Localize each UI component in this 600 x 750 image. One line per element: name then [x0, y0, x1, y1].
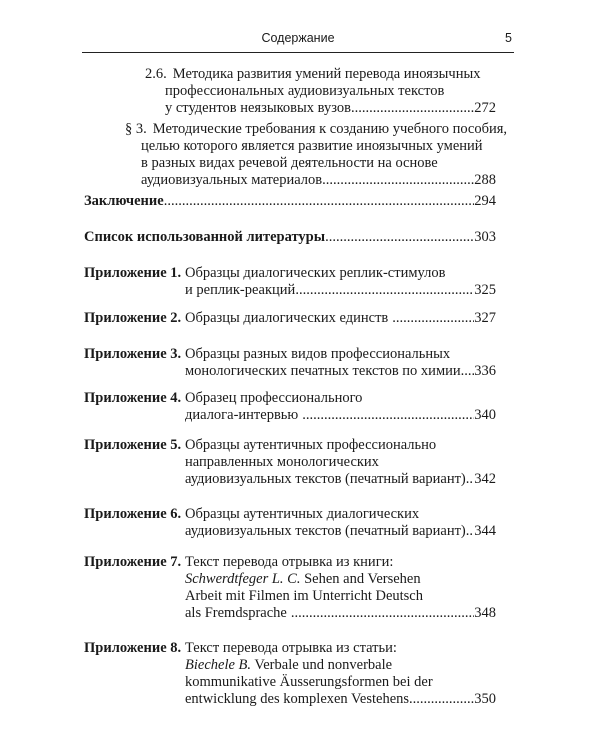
entry-text: Текст перевода отрывка из статьи:: [185, 640, 397, 656]
entry-text: Образцы диалогических реплик-стимулов: [185, 265, 446, 281]
running-header: [82, 28, 514, 53]
entry-text: аудиовизуальных текстов (печатный вариант): [185, 471, 466, 487]
leader-dots: [466, 523, 474, 540]
page-number: 327: [474, 310, 496, 326]
leader-dots: [325, 229, 474, 246]
section-number: § 3.: [125, 121, 147, 137]
page-number: 303: [474, 229, 496, 245]
header-title: Содержание: [261, 31, 335, 45]
entry-text: entwicklung des komplexen Vestehens: [185, 691, 410, 707]
page-number: 344: [474, 523, 496, 539]
entry-label: Список использованной литературы: [84, 229, 326, 245]
author-name: Biechele B.: [185, 657, 252, 673]
entry-text: Методические требования к созданию учебного пособия,: [152, 121, 508, 137]
author-name: Schwerdtfeger L. C.: [185, 571, 301, 587]
entry-text: Sehen and Versehen: [300, 571, 421, 587]
entry-text: Образцы аутентичных диалогических: [185, 506, 420, 522]
appendix-1-label: Приложение 1.: [84, 265, 182, 281]
appendix-4-label: Приложение 4.: [84, 390, 182, 406]
toc-entry-appendix-5[interactable]: [185, 437, 496, 488]
page-number: 288: [474, 172, 496, 188]
leader-dots: [164, 193, 475, 210]
appendix-7-label: Приложение 7.: [84, 554, 182, 570]
entry-text: Образцы разных видов профессиональных: [185, 346, 451, 362]
leader-dots: [351, 100, 474, 117]
entry-text: в разных видах речевой деятельности на основе: [141, 155, 438, 171]
leader-dots: [392, 310, 474, 327]
appendix-6-label: Приложение 6.: [84, 506, 182, 522]
entry-text: аудиовизуальных текстов (печатный вариант): [185, 523, 466, 539]
toc-entry-appendix-4[interactable]: [185, 390, 496, 424]
leader-dots: [409, 691, 474, 708]
toc-entry-appendix-2[interactable]: [185, 310, 496, 327]
toc-entry-appendix-3[interactable]: [185, 346, 496, 380]
section-number: 2.6.: [145, 66, 167, 82]
toc-entry-conclusion[interactable]: [84, 193, 496, 210]
toc-entry-section-3[interactable]: [125, 121, 508, 189]
entry-text: Текст перевода отрывка из книги:: [185, 554, 394, 570]
entry-text: Arbeit mit Filmen im Unterricht Deutsch: [185, 588, 423, 604]
entry-text: Образцы аутентичных профессионально: [185, 437, 437, 453]
header-page-number: 5: [505, 31, 512, 45]
entry-text: аудиовизуальных материалов: [141, 172, 323, 188]
appendix-8-label: Приложение 8.: [84, 640, 182, 656]
page-number: 325: [474, 282, 496, 298]
toc-entry-2-6[interactable]: [145, 66, 496, 117]
leader-dots: [466, 471, 474, 488]
entry-label: Заключение: [84, 193, 164, 209]
entry-text: Методика развития умений перевода иноязычных: [172, 66, 481, 82]
entry-text: целью которого является развитие иноязычных умений: [141, 138, 483, 154]
page-number: 294: [474, 193, 496, 209]
entry-text: Verbale und nonverbale: [251, 657, 393, 673]
page-number: 342: [474, 471, 496, 487]
toc-entry-appendix-7[interactable]: [185, 554, 496, 622]
appendix-3-label: Приложение 3.: [84, 346, 182, 362]
page-number: 350: [474, 691, 496, 707]
entry-text: профессиональных аудиовизуальных текстов: [165, 83, 445, 99]
entry-text: kommunikative Äusserungsformen bei der: [185, 674, 433, 690]
leader-dots: [295, 282, 474, 299]
page-number: 336: [474, 363, 496, 379]
entry-text: als Fremdsprache: [185, 605, 287, 621]
entry-text: диалога-интервью: [185, 407, 299, 423]
appendix-2-label: Приложение 2.: [84, 310, 182, 326]
leader-dots: [461, 363, 475, 380]
toc-entry-appendix-8[interactable]: [185, 640, 496, 708]
entry-text: и реплик-реакций: [185, 282, 296, 298]
page-number: 272: [474, 100, 496, 116]
leader-dots: [322, 172, 474, 189]
entry-text: монологических печатных текстов по химии: [185, 363, 461, 379]
page-number: 340: [474, 407, 496, 423]
appendix-5-label: Приложение 5.: [84, 437, 182, 453]
entry-text: Образцы диалогических единств: [185, 310, 389, 326]
entry-text: у студентов неязыковых вузов: [165, 100, 351, 116]
toc-entry-appendix-6[interactable]: [185, 506, 496, 540]
toc-entry-references[interactable]: [84, 229, 496, 246]
entry-text: Образец профессионального: [185, 390, 363, 406]
entry-text: направленных монологических: [185, 454, 379, 470]
leader-dots: [302, 407, 474, 424]
page-number: 348: [474, 605, 496, 621]
toc-entry-appendix-1[interactable]: [185, 265, 496, 299]
leader-dots: [291, 605, 474, 622]
